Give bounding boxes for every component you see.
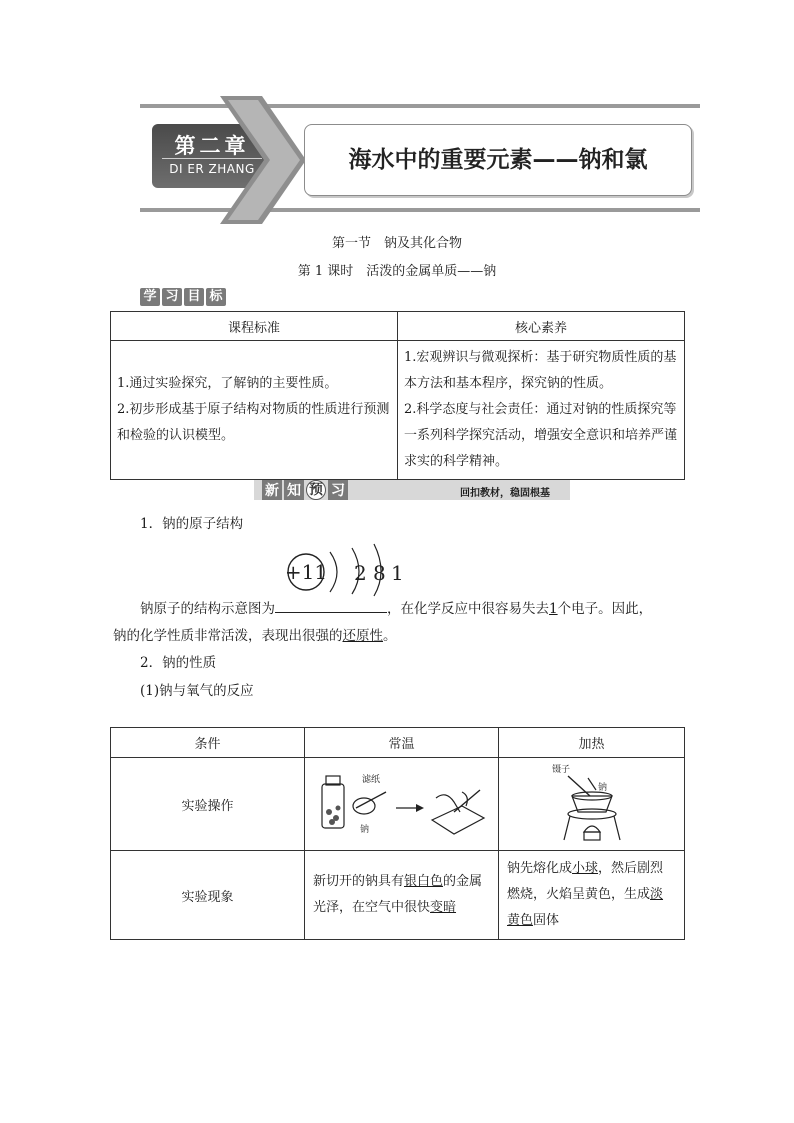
tag-char: 学	[140, 288, 160, 306]
tag-char: 目	[184, 288, 204, 306]
nucleus-charge: +11	[284, 560, 328, 584]
op-room-illustration	[305, 758, 499, 851]
text-fragment: 固体	[533, 913, 560, 928]
properties-subheading: (1)钠与氧气的反应	[140, 683, 254, 699]
standards-cell	[111, 341, 398, 480]
preview-char: 知	[284, 480, 304, 500]
heating-sodium-illustration	[532, 760, 652, 844]
preview-char: 预	[306, 480, 326, 500]
col-header-literacy: 核心素养	[398, 312, 685, 341]
phenomenon-room-temp	[305, 851, 499, 940]
chapter-pinyin: DI ER ZHANG	[169, 162, 255, 176]
label-tongs: 镊子	[551, 765, 570, 775]
tag-char: 习	[162, 288, 182, 306]
answer-property: 还原性	[342, 628, 383, 644]
answer-color: 银白色	[404, 874, 444, 889]
literacy-item: 2.科学态度与社会责任：通过对钠的性质探究等一系列科学探究活动，增强安全意识和培养严谨求实的科学精神。	[404, 402, 678, 469]
op-heat-illustration	[499, 758, 685, 851]
text-fragment: 钠原子的结构示意图为	[140, 601, 275, 617]
literacy-item: 1.宏观辨识与微观探析：基于研究物质性质的基本方法和基本程序，探究钠的性质。	[404, 350, 677, 391]
experiment-table	[110, 727, 685, 940]
text-fragment: ，在化学反应中很容易失去	[387, 601, 549, 617]
shell-count: 2	[354, 561, 367, 585]
text-fragment: 新切开的钠具有	[313, 874, 405, 889]
header-condition: 条件	[111, 728, 305, 758]
chevron-arrow-icon	[218, 96, 308, 224]
learning-objectives-tag	[140, 288, 226, 308]
label-sodium: 钠	[359, 825, 369, 835]
text-fragment: ，然后剧烈燃烧，火焰呈黄色，生成	[507, 861, 664, 902]
preview-char: 新	[262, 480, 282, 500]
header-heating: 加热	[499, 728, 685, 758]
chapter-title: 海水中的重要元素——钠和氯	[348, 147, 648, 173]
preview-note: 回扣教材，稳固根基	[460, 488, 550, 499]
header-room-temp: 常温	[305, 728, 499, 758]
cutting-sodium-illustration	[312, 762, 492, 842]
text-fragment: 个电子。因此，	[557, 601, 653, 617]
answer-ball: 小球	[572, 861, 599, 876]
standard-item: 1.通过实验探究，了解钠的主要性质。	[117, 376, 338, 391]
row-label-phenomenon: 实验现象	[111, 851, 305, 940]
atomic-sentence	[140, 597, 652, 617]
phenomenon-heating	[499, 851, 685, 940]
answer-blank	[275, 598, 387, 613]
shell-count: 8	[373, 561, 386, 585]
col-header-standards: 课程标准	[111, 312, 398, 341]
section-title: 第一节 钠及其化合物	[331, 236, 462, 251]
chapter-title-box	[304, 124, 692, 196]
chapter-number: 第二章	[174, 134, 250, 158]
preview-label	[262, 480, 348, 500]
lesson-title: 第 1 课时 活泼的金属单质——钠	[297, 264, 497, 279]
text-fragment: 钠先熔化成	[507, 861, 573, 876]
shell-count: 1	[391, 561, 404, 585]
standard-item: 2.初步形成基于原子结构对物质的性质进行预测和检验的认识模型。	[117, 402, 390, 443]
preview-char: 习	[328, 480, 348, 500]
answer-change: 变暗	[430, 900, 457, 915]
literacy-cell	[398, 341, 685, 480]
answer-lose-count: 1	[549, 601, 558, 617]
atomic-sentence-2	[113, 624, 397, 644]
tag-char: 标	[206, 288, 226, 306]
row-label-operation: 实验操作	[111, 758, 305, 851]
label-filter-paper: 滤纸	[361, 775, 380, 785]
label-sodium: 钠	[597, 783, 607, 793]
objectives-table	[110, 311, 685, 480]
atomic-structure-diagram	[282, 536, 402, 592]
answer-product: 淡黄色	[507, 887, 664, 928]
text-fragment: 的金属光泽，在空气中很快	[313, 874, 483, 915]
properties-heading: 2．钠的性质	[140, 655, 217, 671]
electron-shell	[330, 552, 337, 592]
text-fragment: 钠的化学性质非常活泼，表现出很强的	[113, 628, 343, 644]
atomic-heading: 1．钠的原子结构	[140, 516, 244, 532]
text-fragment: 。	[383, 628, 397, 644]
